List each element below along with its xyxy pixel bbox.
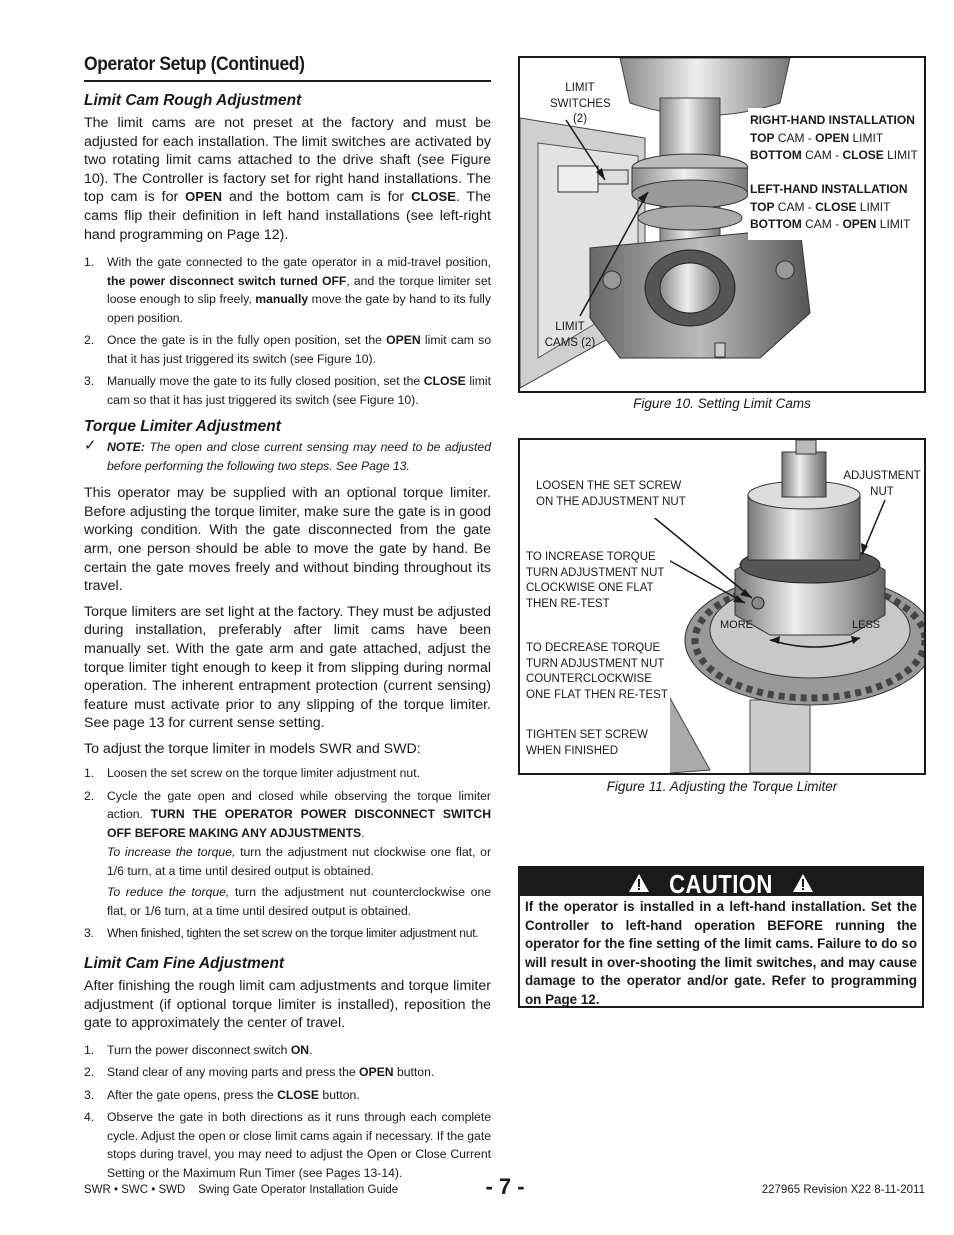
fine-steps [84, 1041, 491, 1183]
label-less: LESS [852, 619, 881, 631]
page-number: - 7 - [485, 1174, 525, 1199]
label-decrease-torque: TO DECREASE TORQUE TURN ADJUSTMENT NUT COUNTERCLOCKWISE ONE FLAT THEN RE-TEST [526, 642, 668, 701]
figure-10-caption: Figure 10. Setting Limit Cams [633, 396, 811, 411]
list-item: 1. Turn the power disconnect switch ON. [84, 1042, 313, 1057]
page-title: Operator Setup (Continued) [84, 54, 305, 75]
torque-heading: Torque Limiter Adjustment [84, 418, 281, 436]
right-hand-legend: RIGHT-HAND INSTALLATION TOP CAM - OPEN LIMIT BOTTOM CAM - CLOSE LIMIT [750, 113, 918, 163]
list-item: 1. With the gate connected to the gate operator in a mid-travel position, the power disconnect switch turned OFF, and the torque limiter set loose enough to slip freely, manually move the gate by hand to its fully open position. [84, 255, 491, 325]
caution-box [518, 866, 924, 1008]
footer-left: SWR • SWC • SWD Swing Gate Operator Installation Guide [84, 1184, 399, 1196]
torque-paragraph-3: To adjust the torque limiter in models SWR and SWD: [84, 740, 421, 757]
list-item: 2. Stand clear of any moving parts and press the OPEN button. [84, 1065, 435, 1080]
check-icon: ✓ [84, 437, 97, 455]
fine-heading: Limit Cam Fine Adjustment [84, 954, 285, 972]
list-item: 2. Cycle the gate open and closed while observing the torque limiter action. TURN THE OPERATOR POWER DISCONNECT SWITCH OFF BEFORE MAKING ANY ADJUSTMENTS. To increase the torque, turn the adjustment nut clockwise one flat, or 1/6 turn, at a time until desired output is obtained. To reduce the torque, turn the adjustment nut counterclockwise one flat, or 1/6 turn, at a time until desired output is obtained. [84, 787, 491, 921]
label-limit-cams: LIMIT CAMS (2) [544, 321, 596, 349]
warning-icon [792, 870, 814, 898]
increase-torque-text: To increase the torque, turn the adjustment nut clockwise one flat, or 1/6 turn, at a time until desired output is obtained. [107, 845, 491, 878]
label-loosen-set-screw: LOOSEN THE SET SCREW ON THE ADJUSTMENT NUT [536, 480, 686, 508]
torque-note: ✓ NOTE: The open and close current sensing may need to be adjusted before performing the following two steps. See Page 13. [84, 437, 491, 473]
footer-right: 227965 Revision X22 8-11-2011 [761, 1184, 925, 1196]
rough-paragraph: The limit cams are not preset at the factory and must be adjusted for each installation. The limit switches are activated by two rotating limit cams attached to the drive shaft (see Figure 10). The Controller is factory set for right hand installations. The top cam is for OPEN and the bottom cam is for CLOSE. The cams flip their definition in left hand installations (see left-right hand programming on Page 12). [84, 115, 491, 243]
label-more: MORE [720, 619, 753, 631]
label-increase-torque: TO INCREASE TORQUE TURN ADJUSTMENT NUT CLOCKWISE ONE FLAT THEN RE-TEST [526, 551, 665, 610]
figure-11-caption: Figure 11. Adjusting the Torque Limiter [606, 779, 838, 794]
caution-header [520, 868, 922, 900]
torque-paragraph-2: Torque limiters are set light at the factory. They must be adjusted during installation, preferably after limit cams have been manually set. With the gate arm and gate attached, adjust the torque limiter tight enough to keep it from slipping during normal operation. The inherent entrapment protection (current sensing) feature must activate prior to any slipping of the torque limiter. See page 13 for current sense setting. [84, 603, 491, 732]
list-item: 3. Manually move the gate to its fully closed position, set the CLOSE limit cam so that it has just triggered its switch (see Figure 10). [84, 374, 491, 407]
list-item: 3. After the gate opens, press the CLOSE button. [84, 1087, 360, 1102]
left-hand-legend: LEFT-HAND INSTALLATION TOP CAM - CLOSE LIMIT BOTTOM CAM - OPEN LIMIT [750, 182, 911, 232]
caution-text: If the operator is installed in a left-hand installation. Set the Controller to left-hand operation BEFORE running the operator for the fine setting of the limit cams. Failure to do so will result in over-shooting the limit switches, and may cause damage to the operator and/or gate. Refer to programming on Page 12. [525, 899, 917, 1007]
list-item: 3. When finished, tighten the set screw on the torque limiter adjustment nut. [84, 926, 479, 941]
list-item: 1. Loosen the set screw on the torque limiter adjustment nut. [84, 766, 420, 781]
rough-heading: Limit Cam Rough Adjustment [84, 92, 302, 109]
torque-paragraph-1: This operator may be supplied with an optional torque limiter. Before adjusting the torque limiter, make sure the gate is in good working condition. With the gate disconnected from the gate arm, one person should be able to move the gate by hand. Be certain the gate moves freely and without binding throughout its travel. [84, 485, 491, 595]
list-item: 2. Once the gate is in the fully open position, set the OPEN limit cam so that it has just triggered its switch (see Figure 10). [84, 333, 491, 366]
label-adjustment-nut: ADJUSTMENT NUT [843, 470, 921, 498]
figure-10 [518, 56, 926, 393]
fine-paragraph: After finishing the rough limit cam adjustments and torque limiter adjustment (if optional torque limiter is installed), reposition the gate to approximately the center of travel. [84, 977, 491, 1032]
rough-steps [84, 253, 491, 409]
left-column [84, 92, 491, 1182]
figure-11 [518, 438, 926, 775]
label-tighten-set-screw: TIGHTEN SET SCREW WHEN FINISHED [526, 729, 648, 757]
caution-title: CAUTION [669, 869, 773, 900]
title-rule [84, 80, 491, 82]
list-item: 4. Observe the gate in both directions as it runs through each complete cycle. Adjust the open or close limit cams again if necessary. If the gate stops during travel, you may need to adjust the Open or Close Current Setting or the Maximum Run Timer (see Pages 13-14). [84, 1110, 491, 1180]
torque-steps [84, 764, 491, 943]
label-limit-switches: LIMIT SWITCHES (2) [550, 82, 611, 125]
reduce-torque-text: To reduce the torque, turn the adjustment nut counterclockwise one flat, or 1/6 turn, at a time until desired output is obtained. [107, 885, 491, 918]
warning-icon [628, 870, 650, 898]
